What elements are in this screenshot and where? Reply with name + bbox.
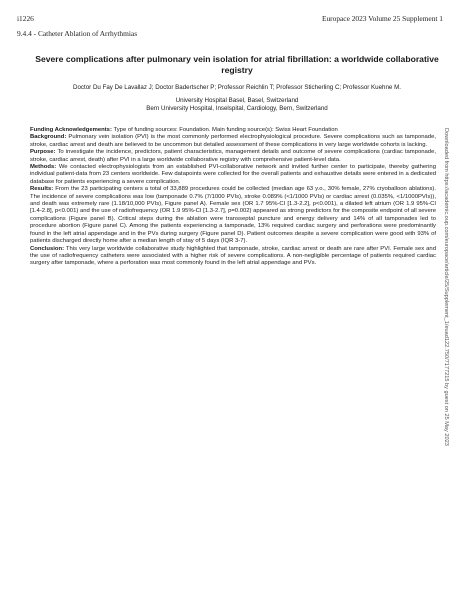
paragraph-label: Background:	[30, 134, 67, 141]
abstract-paragraph	[30, 134, 436, 149]
paragraph-text: Pulmonary vein isolation (PVI) is the most commonly performed electrophysiological procedure. Severe complications such as tamponade, stroke, cardiac arrest and death are believed to be uncommon but detailed assessment of these complications in very large worldwide cohorts is lacking.	[30, 134, 436, 148]
download-notice[interactable]: Downloaded from https://academic.oup.com/europace/article/25/Supplement_1/euad122.750/7177215 by guest on 25 May 2023	[443, 128, 449, 446]
download-sidebar	[440, 128, 452, 588]
paragraph-text: This very large worldwide collaborative study highlighted that tamponade, stroke, cardiac arrest or death are rare after PVI. Female sex and the use of radiofrequency catheters were associated with a higher risk of severe complications. A non-negligible percentage of patients required cardiac surgery after tamponade, where a perforation was most commonly found in the left atrial appendage and PVs.	[30, 245, 436, 267]
abstract-paragraph	[30, 149, 436, 164]
paragraph-label: Conclusion:	[30, 245, 65, 252]
affiliation: Bern University Hospital, Inselspital, Cardiology, Bern, Switzerland	[146, 105, 328, 112]
paper-title: Severe complications after pulmonary vein isolation for atrial fibrillation: a worldwide collaborative registry	[35, 54, 439, 75]
paragraph-text: Type of funding sources: Foundation. Main funding source(s): Swiss Heart Foundation	[111, 127, 338, 133]
paragraph-text: From the 23 participating centers a total of 33,889 procedures could be collected (median age 63 y.o., 30% female, 27% cryoballoon ablations). The incidence of severe complications was low (tamponade 0.7% (7/1000 PVIs), stroke 0.089% (<1/1000 PVIs) or cardiac arrest (0.035%, <1/1000PVIs)), and death was extremely rare (1.18/10,000 PVIs), Figure panel A). Female sex (OR 1.7 95%-CI [1.3-2.2], p<0.001), a dilated left atrium (OR 1.9 95%-CI [1.4-2.8], p<0.001) and the use of radiofrequency (OR 1.9 95%-CI [1.3-2.7], p=0.002) appeared as strong predictors for the composite endpoint of all severe complications (Figure panel B). Critical steps during the ablation were transseptal puncture and energy delivery and 14% of all tamponades led to procedure abortion (Figure panel C). Among the patients experiencing a tamponade, 13% required cardiac surgery and perforations were predominantly found in the left atrial appendage and in the PVs during surgery (Figure panel D). Patient outcomes despite a severe complication were good with 93% of patients discharged directly home after a median length of stay of 5 days (IQR 3-7).	[30, 186, 436, 245]
abstract-paragraph	[30, 127, 436, 134]
paragraph-text: We contacted electrophysiologists from an established PVI-collaborative network and invited further center to participate, thereby gathering individual patient-data from 23 centers worldwide. Few datapoints were collected for the overall patients and exhaustive details were entered in a dedicated database for patients experiencing a severe complication.	[30, 164, 436, 185]
page-number: i1226	[17, 14, 34, 23]
abstract-paragraph	[30, 246, 436, 268]
affiliations	[20, 97, 454, 113]
paragraph-text: To investigate the incidence, predictors, patient characteristics, management details and outcome of severe complications (cardiac tamponade, stroke, cardiac arrest, death) after PVI in a large worldwide collaborative registry with comprehensive patient-level data.	[30, 149, 436, 163]
abstract-paragraph	[30, 164, 436, 186]
section-heading: 9.4.4 - Catheter Ablation of Arrhythmias	[17, 29, 138, 38]
journal-header: Europace 2023 Volume 25 Supplement 1	[321, 14, 443, 23]
abstract-body	[30, 127, 436, 268]
affiliation: University Hospital Basel, Basel, Switzerland	[175, 97, 299, 104]
author-list: Doctor Du Fay De Lavallaz J; Doctor Badertscher P; Professor Reichlin T; Professor Sticherling C; Professor Kuehne M.	[73, 84, 401, 91]
paragraph-label: Purpose:	[30, 149, 56, 156]
abstract-paragraph	[30, 186, 436, 245]
paragraph-label: Funding Acknowledgements:	[30, 127, 112, 133]
paragraph-label: Methods:	[30, 164, 57, 171]
paragraph-label: Results:	[30, 186, 54, 193]
